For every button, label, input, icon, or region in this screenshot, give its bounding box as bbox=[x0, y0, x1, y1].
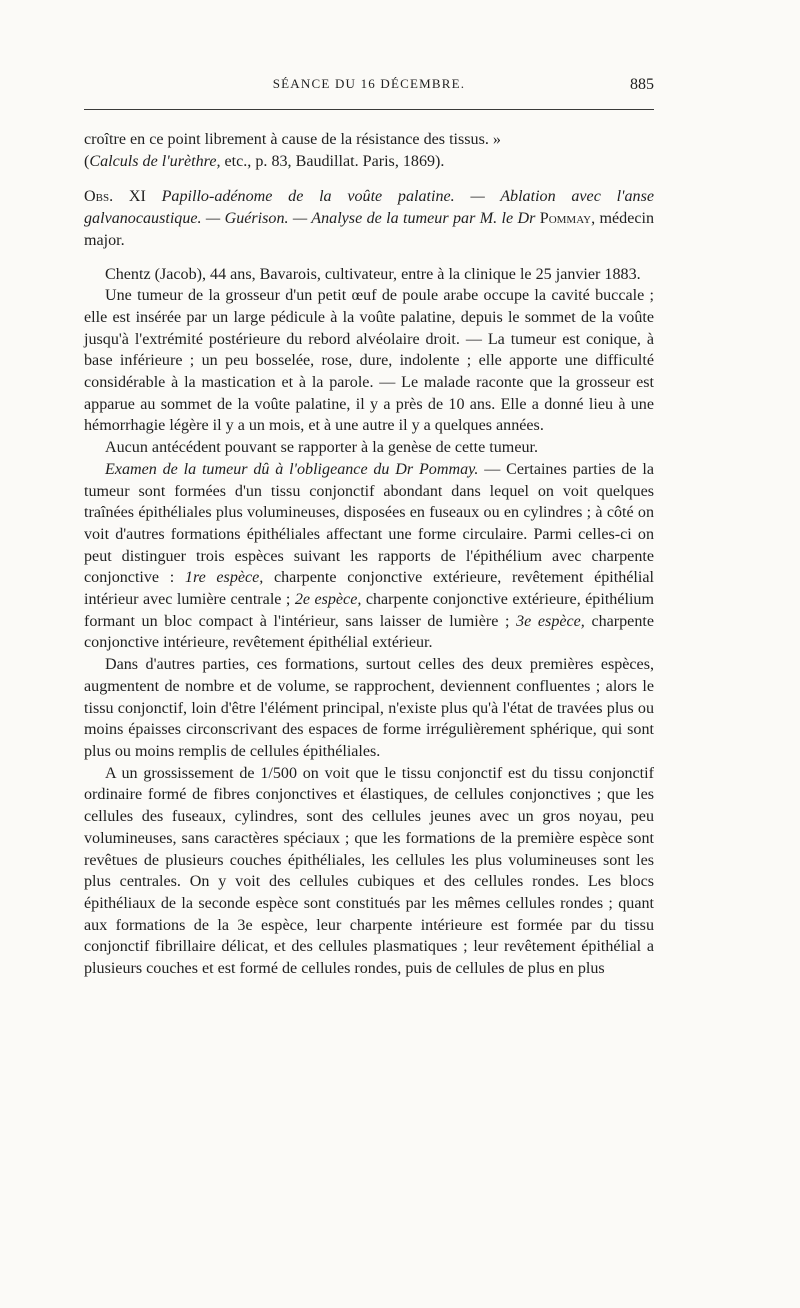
paragraph-microscopy: A un grossissement de 1/500 on voit que le tissu conjonctif est du tissu conjonctif ordinaire formé de fibres conjonctives et élastiques, de cellules conjonctives ; que les cellules des fuseaux, cylindres, sont des cellules jeunes avec un gros noyau, peu volumineuses, sans caractères spéciaux ; que les formations de la première espèce sont revêtues de plusieurs couches épithéliales, les cellules les plus volumineuses sont les plus centrales. On y voit des cellules cubiques et des cellules rondes. Les blocs épithéliaux de la seconde espèce sont constitués par les mêmes cellules rondes ; quant aux formations de la 3e espèce, leur charpente intérieure est formée par du tissu conjonctif fibrillaire délicat, et des cellules plasmatiques ; leur revêtement épithélial a plusieurs couches et est formé de cellules rondes, puis de cellules de plus en plus bbox=[84, 764, 654, 978]
running-head: SÉANCE DU 16 DÉCEMBRE. bbox=[272, 76, 466, 91]
observation-title: Papillo-adénome de la voûte palatine. — Ablation avec l'anse galvanocaustique. — Guérison. — Analyse de la tumeur par M. le Dr bbox=[84, 188, 655, 228]
page-body bbox=[84, 129, 654, 980]
paragraph-tumor-description: Une tumeur de la grosseur d'un petit œuf de poule arabe occupe la cavité buccale ; elle est insérée par un large pédicule à la voûte palatine, depuis le sommet de la voûte jusqu'à l'extrémité postérieure du rebord alvéolaire droit. — La tumeur est conique, à base inférieure ; un peu bosselée, rose, dure, indolente ; elle apporte une difficulté considérable à la mastication et à la parole. — Le malade raconte que la grosseur est apparue au sommet de la voûte palatine, il y a près de 10 ans. Elle a donné lieu à une hémorrhagie légère il y a un mois, et à une autre il y a quelques années. bbox=[84, 287, 654, 435]
quote-source-details: etc., p. 83, Baudillat. Paris, 1869). bbox=[220, 152, 445, 170]
quote-text: croître en ce point librement à cause de la résistance des tissus. » bbox=[84, 131, 501, 148]
paragraph-confluent-formations: Dans d'autres parties, ces formations, surtout celles des deux premières espèces, augmentent de nombre et de volume, se rapprochent, deviennent confluentes ; alors le tissu conjonctif, loin d'être l'élément principal, n'existe plus qu'à l'état de travées plus ou moins épaisses circonscrivant des espaces de forme irrégulièrement sphérique, qui sont plus ou moins remplis de cellules épithéliales. bbox=[84, 656, 654, 760]
observation-heading bbox=[84, 186, 654, 251]
quote-source-title: Calculs de l'urèthre, bbox=[89, 152, 221, 170]
observation-label: Obs. XI bbox=[84, 188, 146, 206]
page-number: 885 bbox=[630, 76, 654, 93]
paragraph-history: Aucun antécédent pouvant se rapporter à la genèse de cette tumeur. bbox=[105, 439, 538, 457]
species-three-label: 3e espèce, bbox=[516, 612, 585, 630]
species-one-label: 1re espèce, bbox=[184, 569, 264, 587]
paragraph-examination bbox=[84, 459, 654, 654]
paragraph-patient: Chentz (Jacob), 44 ans, Bavarois, cultivateur, entre à la clinique le 25 janvier 1883. bbox=[105, 265, 641, 283]
species-two-label: 2e espèce, bbox=[294, 591, 362, 609]
examination-text-a: — Certaines parties de la tumeur sont formées d'un tissu conjonctif abondant dans lequel on voit quelques traînées épithéliales plus volumineuses, disposées en fuseaux ou en cylindres ; à côté on voit d'autres formations épithéliales affectant une forme circulaire. Parmi celles-ci on peut distinguer trois espèces suivant les rapports de l'épithélium avec charpente conjonctive : bbox=[84, 460, 654, 587]
header-rule bbox=[84, 109, 654, 110]
observation-author-role: , médecin major. bbox=[84, 210, 654, 249]
observation-author: Pommay bbox=[539, 210, 592, 228]
examination-heading: Examen de la tumeur dû à l'obligeance du Dr Pommay. bbox=[105, 460, 479, 478]
quote-ending bbox=[84, 129, 654, 172]
quote-source-open: ( bbox=[84, 152, 90, 170]
examination-text-b: charpente conjonctive extérieure, revêtement épithélial intérieur avec lumière centrale ; bbox=[84, 569, 654, 609]
examination-text-d: charpente conjonctive intérieure, revêtement épithélial extérieur. bbox=[84, 612, 654, 652]
examination-text-c: charpente conjonctive extérieure, épithélium formant un bloc compact à l'intérieur, sans laisser de lumière ; bbox=[84, 591, 654, 630]
page-header bbox=[84, 76, 654, 98]
